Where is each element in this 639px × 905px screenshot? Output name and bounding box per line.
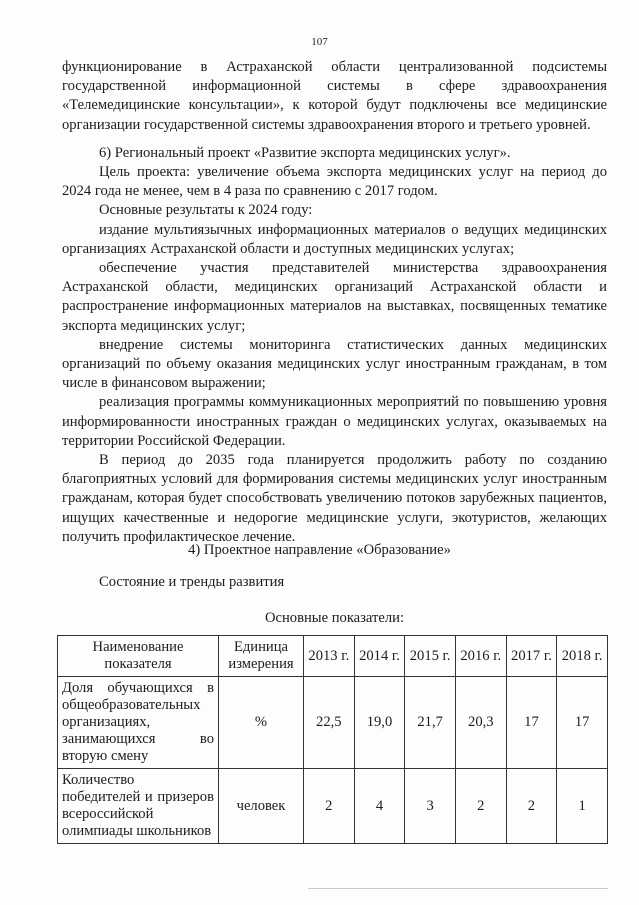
indicator-value: 21,7 — [405, 677, 456, 769]
subheading: Состояние и тренды развития — [99, 574, 285, 590]
table-caption: Основные показатели: — [264, 610, 405, 626]
indicator-value: 17 — [506, 677, 557, 769]
header-year: 2017 г. — [506, 636, 557, 677]
paragraph: 6) Региональный проект «Развитие экспорта медицинских услуг». — [99, 144, 511, 161]
indicators-table — [57, 635, 608, 844]
header-year: 2014 г. — [354, 636, 405, 677]
header-year: 2018 г. — [557, 636, 608, 677]
header-year: 2013 г. — [304, 636, 355, 677]
paragraph: внедрение системы мониторинга статистических данных медицинских организаций по объему оказания медицинских услуг иностранным гражданам, в том числе в финансовом выражении; — [62, 336, 607, 392]
indicator-value: 2 — [506, 769, 557, 844]
indicator-value: 1 — [557, 769, 608, 844]
indicator-value: 3 — [405, 769, 456, 844]
indicator-value: 20,3 — [455, 677, 506, 769]
indicator-name: Доля обучающихся в общеобразовательных организациях, занимающихся во вторую смену — [58, 677, 219, 769]
indicator-value: 17 — [557, 677, 608, 769]
page-number: 107 — [311, 36, 328, 48]
indicator-unit: % — [219, 677, 304, 769]
header-unit: Единица измерения — [219, 636, 304, 677]
bottom-rule — [308, 888, 608, 889]
header-indicator-name: Наименование показателя — [58, 636, 219, 677]
paragraph: функционирование в Астраханской области централизованной подсистемы государственной информационной системы в сфере здравоохранения «Телемедицинские консультации», к которой будут подключены все медицинские организации государственной системы здравоохранения второго и третьего уровней. — [62, 59, 607, 133]
table-row — [58, 677, 608, 769]
paragraph: Цель проекта: увеличение объема экспорта медицинских услуг на период до 2024 года не менее, чем в 4 раза по сравнению с 2017 годом. — [62, 164, 607, 200]
table-row — [58, 769, 608, 844]
indicator-value: 2 — [455, 769, 506, 844]
indicator-value: 19,0 — [354, 677, 405, 769]
paragraph: реализация программы коммуникационных мероприятий по повышению уровня информированности иностранных граждан о медицинских услугах, оказываемых на территории Российской Федерации. — [62, 394, 607, 449]
paragraph: обеспечение участия представителей министерства здравоохранения Астраханской области, медицинских организаций Астраханской области и распространение информационных материалов на выставках, посвященных тематике экспорта медицинских услуг; — [62, 260, 607, 334]
table-header-row — [58, 636, 608, 677]
paragraph: В период до 2035 года планируется продолжить работу по созданию благоприятных условий для формирования системы медицинских услуг иностранным гражданам, которая будет способствовать увеличению потоков зарубежных пациентов, ищущих качественные и недорогие медицинские услуги, экотуристов, желающих получить профилактическое лечение. — [62, 452, 607, 545]
paragraph: Основные результаты к 2024 году: — [99, 202, 313, 219]
indicator-value: 4 — [354, 769, 405, 844]
header-year: 2016 г. — [455, 636, 506, 677]
indicator-name: Количество победителей и призеров всероссийской олимпиады школьников — [58, 769, 219, 844]
paragraph: издание мультиязычных информационных материалов о ведущих медицинских организациях Астраханской области и доступных медицинских услугах; — [62, 221, 607, 257]
indicator-value: 2 — [304, 769, 355, 844]
indicator-unit: человек — [219, 769, 304, 844]
indicator-value: 22,5 — [304, 677, 355, 769]
section-heading: 4) Проектное направление «Образование» — [188, 542, 451, 558]
body-text — [62, 58, 607, 547]
header-year: 2015 г. — [405, 636, 456, 677]
